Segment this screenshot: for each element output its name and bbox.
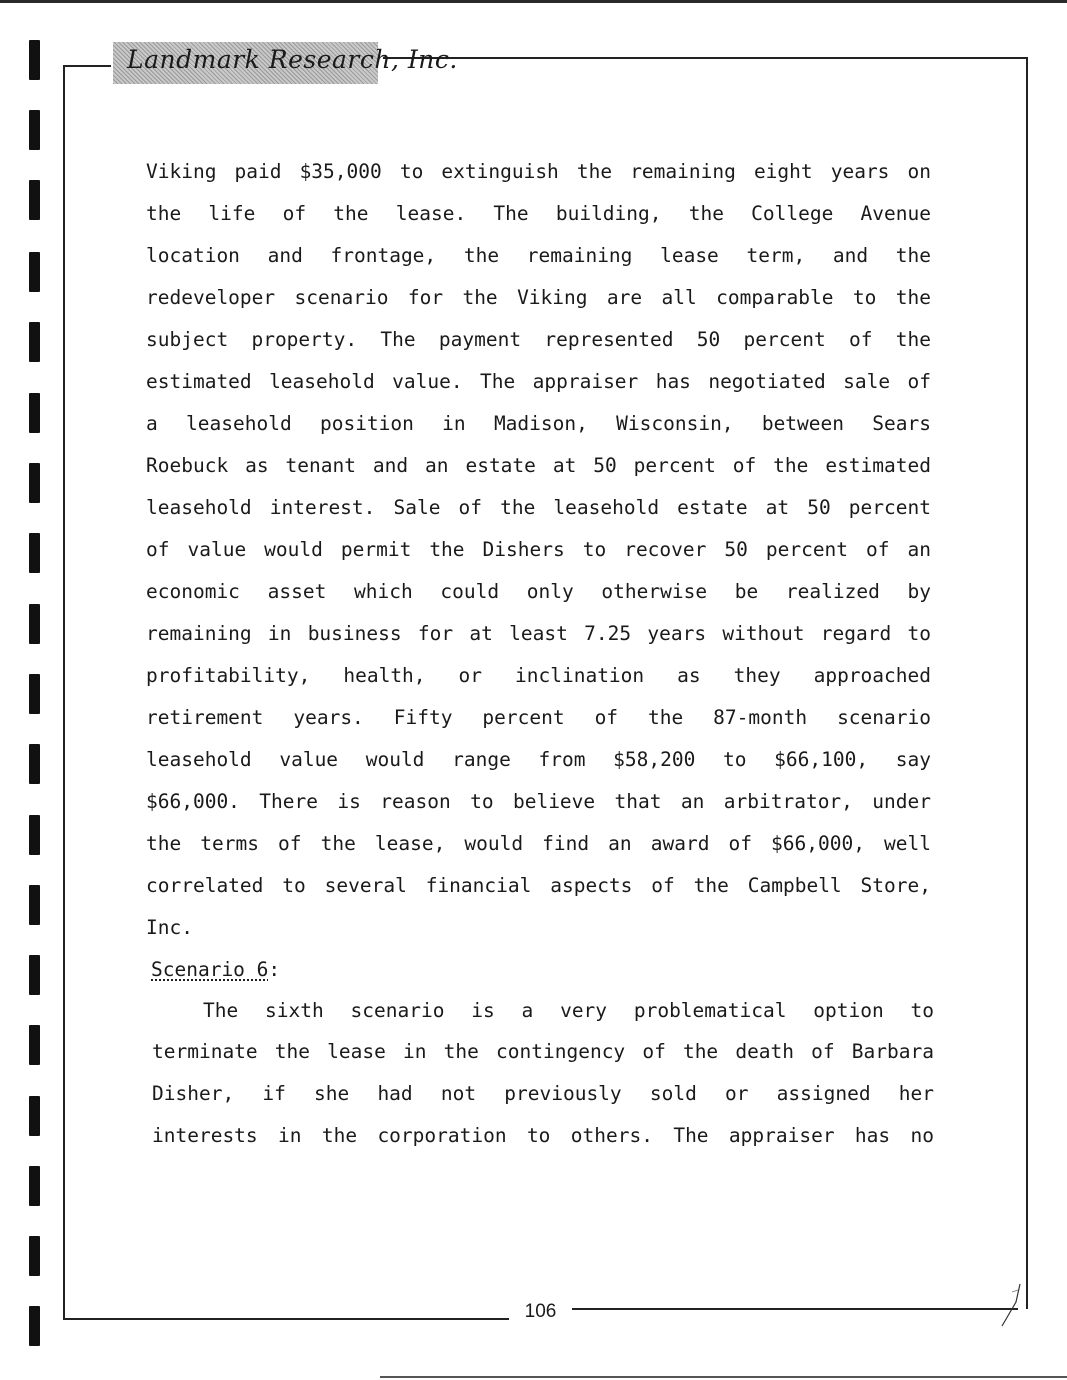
frame-left-rule [63, 65, 65, 1320]
body-line: correlated to several financial aspects of the Campbell Store, [146, 874, 931, 897]
body-line: the life of the lease. The building, the College Avenue [146, 202, 931, 225]
binding-hole [29, 180, 40, 220]
page-bottom-edge [380, 1376, 1067, 1378]
binding-hole [29, 955, 40, 995]
frame-right-rule [1026, 57, 1028, 1309]
page-top-edge [0, 0, 1067, 3]
body-line: subject property. The payment represented 50 percent of the [146, 328, 931, 351]
binding-hole [29, 1096, 40, 1136]
section-line: interests in the corporation to others. The appraiser has no [152, 1124, 934, 1147]
binding-hole [29, 393, 40, 433]
company-logo [113, 42, 458, 84]
page-number: 106 [524, 1301, 557, 1322]
corner-pencil-mark [998, 1282, 1022, 1328]
body-line: leasehold value would range from $58,200 to $66,100, say [146, 748, 931, 771]
logo-text: Landmark Research, Inc. [127, 45, 458, 74]
body-line: Roebuck as tenant and an estate at 50 percent of the estimated [146, 454, 931, 477]
body-line: location and frontage, the remaining lease term, and the [146, 244, 931, 267]
body-line: the terms of the lease, would find an award of $66,000, well [146, 832, 931, 855]
binding-hole [29, 40, 40, 80]
frame-bottom-right-rule [572, 1308, 1018, 1310]
binding-hole [29, 674, 40, 714]
section-heading-colon: : [268, 958, 281, 981]
body-line: leasehold interest. Sale of the leasehold estate at 50 percent [146, 496, 931, 519]
body-line: economic asset which could only otherwise be realized by [146, 580, 931, 603]
binding-hole [29, 322, 40, 362]
frame-bottom-left-rule [63, 1318, 509, 1320]
body-line: remaining in business for at least 7.25 years without regard to [146, 622, 931, 645]
binding-hole [29, 1306, 40, 1346]
section-heading-text: Scenario 6 [151, 958, 269, 981]
body-line: Viking paid $35,000 to extinguish the remaining eight years on [146, 160, 931, 183]
binding-hole [29, 1236, 40, 1276]
body-line: of value would permit the Dishers to recover 50 percent of an [146, 538, 931, 561]
body-line: redeveloper scenario for the Viking are all comparable to the [146, 286, 931, 309]
frame-top-left-rule [63, 65, 111, 67]
body-line: Inc. [146, 916, 193, 939]
binding-hole [29, 604, 40, 644]
section-heading [151, 958, 280, 982]
body-line: $66,000. There is reason to believe that an arbitrator, under [146, 790, 931, 813]
binding-hole [29, 1025, 40, 1065]
binding-hole [29, 110, 40, 150]
binding-hole [29, 463, 40, 503]
body-line: a leasehold position in Madison, Wisconsin, between Sears [146, 412, 931, 435]
section-line: Disher, if she had not previously sold or assigned her [152, 1082, 934, 1105]
binding-hole [29, 744, 40, 784]
binding-hole [29, 885, 40, 925]
body-line: retirement years. Fifty percent of the 87-month scenario [146, 706, 931, 729]
section-line: The sixth scenario is a very problematical option to [203, 999, 934, 1022]
body-line: estimated leasehold value. The appraiser has negotiated sale of [146, 370, 931, 393]
binding-hole [29, 252, 40, 292]
binding-hole [29, 1166, 40, 1206]
body-line: profitability, health, or inclination as they approached [146, 664, 931, 687]
binding-hole [29, 815, 40, 855]
section-line: terminate the lease in the contingency of the death of Barbara [152, 1040, 934, 1063]
binding-hole [29, 533, 40, 573]
frame-top-right-rule [383, 57, 1028, 59]
